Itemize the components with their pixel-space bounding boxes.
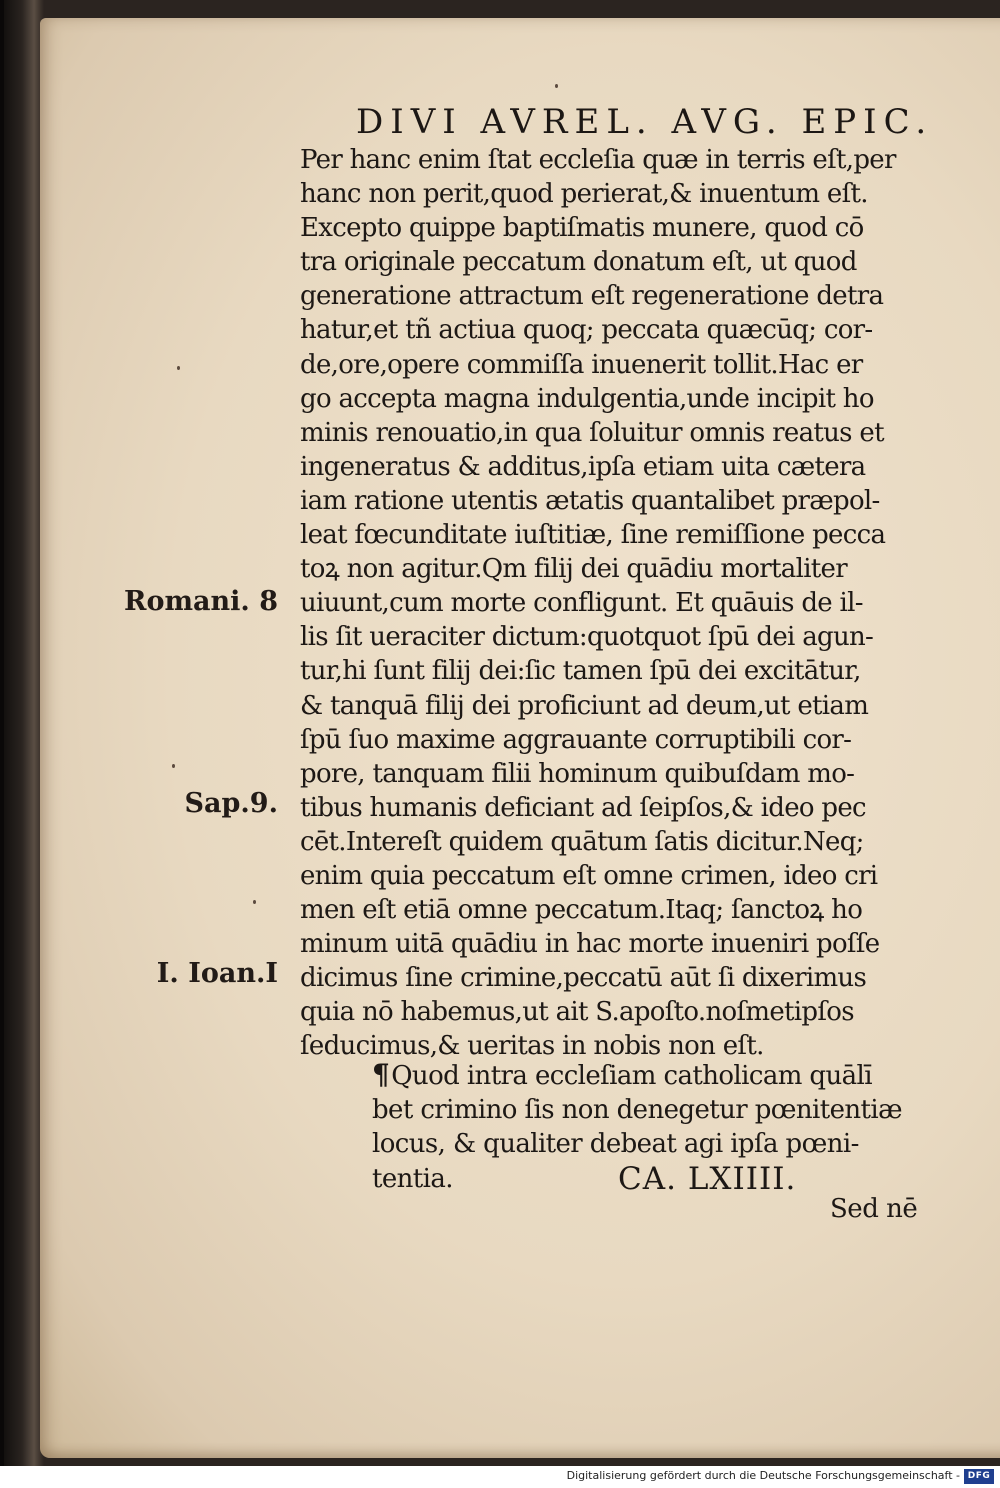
- text-line: men eſt etiā omne peccatum.Itaq; ſanctoꝝ ho: [300, 895, 863, 926]
- text-line: tibus humanis deficiant ad ſeipſos,& ideo pec: [300, 792, 866, 823]
- text-line: minum uitā quādiu in hac morte inueniri poſſe: [300, 929, 880, 960]
- body-text: [300, 143, 940, 1064]
- chapter-heading-line: [372, 1058, 942, 1093]
- running-head: DIVI AVREL. AVG. EPIC.: [356, 102, 934, 142]
- margin-note-romani: Romani. 8: [124, 586, 278, 617]
- paper-speck: [253, 900, 256, 904]
- dfg-logo: DFG: [964, 1469, 994, 1484]
- text-line: de,ore,opere commiſſa inuenerit tollit.Hac er: [300, 349, 863, 380]
- text-line: hatur,et tñ actiua quoq; peccata quæcūq; cor-: [300, 315, 873, 346]
- chapter-heading-line: [372, 1162, 942, 1197]
- chapter-heading-line: locus, & qualiter debeat agi ipſa pœni-: [372, 1129, 859, 1159]
- text-line: minis renouatio,in qua ſoluitur omnis reatus et: [300, 417, 884, 448]
- paper-speck: [177, 366, 180, 370]
- text-line: tra originale peccatum donatum eſt, ut quod: [300, 247, 857, 278]
- chapter-heading-text: tentia.: [372, 1163, 453, 1194]
- text-line: hanc non perit,quod perierat,& inuentum eſt.: [300, 179, 868, 210]
- text-line: Per hanc enim ſtat eccleſia quæ in terris eſt,per: [300, 145, 896, 175]
- text-line: tur,hi ſunt filij dei:ſic tamen ſpū dei excitātur,: [300, 656, 861, 687]
- text-line: & tanquā filij dei proficiunt ad deum,ut etiam: [300, 690, 869, 721]
- text-line: pore, tanquam filii hominum quibuſdam mo-: [300, 758, 855, 789]
- book-gutter: [0, 0, 4, 1466]
- text-line: ingeneratus & additus,ipſa etiam uita cætera: [300, 451, 866, 482]
- pilcrow-mark: ¶: [372, 1058, 390, 1091]
- chapter-number: CA. LXIIII.: [618, 1160, 797, 1197]
- text-line: ſeducimus,& ueritas in nobis non eſt.: [300, 1031, 764, 1062]
- text-line: iam ratione utentis ætatis quantalibet præpol-: [300, 485, 880, 516]
- chapter-heading-text: Quod intra eccleſiam catholicam quālī: [391, 1061, 872, 1091]
- text-line: enim quia peccatum eſt omne crimen, ideo cri: [300, 860, 878, 891]
- text-line: leat fœcunditate iuſtitiæ, ſine remiſſione pecca: [300, 520, 886, 551]
- margin-note-ioan: I. Ioan.I: [156, 958, 278, 989]
- text-line: toꝝ non agitur.Qm filij dei quādiu mortaliter: [300, 554, 847, 585]
- text-line: quia nō habemus,ut ait S.apoſto.noſmetipſos: [300, 997, 854, 1028]
- catchword: Sed nē: [830, 1194, 918, 1224]
- chapter-heading-line: bet crimino ſis non denegetur pœnitentiæ: [372, 1094, 902, 1125]
- chapter-heading: [372, 1058, 942, 1196]
- text-line: ſpū ſuo maxime aggrauante corruptibili cor-: [300, 724, 852, 755]
- funding-credit: Digitalisierung gefördert durch die Deutsche Forschungsgemeinschaft -: [566, 1469, 960, 1482]
- footer-bar: [0, 1466, 1000, 1488]
- paper-speck: [555, 84, 558, 88]
- paper-speck: [172, 764, 175, 768]
- text-line: lis ſit ueraciter dictum:quotquot ſpū dei agun-: [300, 622, 874, 653]
- text-line: dicimus ſine crimine,peccatū aūt ſi dixerimus: [300, 963, 867, 994]
- text-line: cēt.Intereſt quidem quātum ſatis dicitur.Neq;: [300, 826, 864, 857]
- text-line: generatione attractum eſt regeneratione detra: [300, 281, 884, 312]
- text-line: uiuunt,cum morte confligunt. Et quāuis de il-: [300, 588, 863, 619]
- margin-note-sap: Sap.9.: [184, 788, 278, 819]
- text-line: go accepta magna indulgentia,unde incipit ho: [300, 383, 874, 414]
- text-line: Excepto quippe baptiſmatis munere, quod cō: [300, 213, 864, 244]
